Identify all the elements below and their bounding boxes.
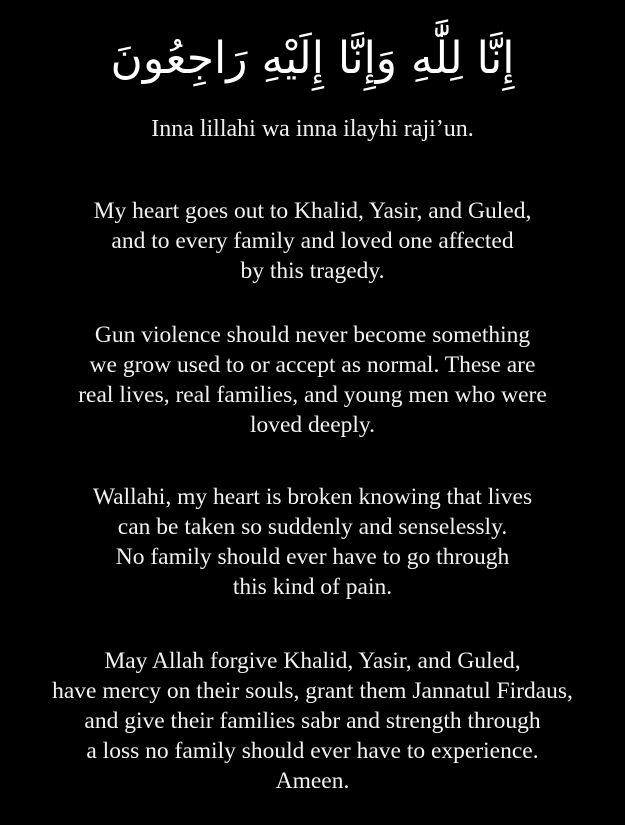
paragraph-line: real lives, real families, and young men who were [78,382,547,408]
paragraph-condolences [20,196,605,286]
paragraph-line: can be taken so suddenly and senselessly. [117,514,508,540]
paragraph-line: May Allah forgive Khalid, Yasir, and Guled, [104,648,521,674]
paragraph-line: No family should ever have to go through [115,544,510,570]
paragraph-line: a loss no family should ever have to experience. [86,738,539,764]
paragraph-line: and to every family and loved one affected [111,228,514,254]
paragraph-line: Wallahi, my heart is broken knowing that lives [92,484,533,510]
paragraph-line: Ameen. [275,768,350,794]
arabic-heading: إِنَّا لِلَّٰهِ وَإِنَّا إِلَيْهِ رَاجِعُونَ [110,33,515,84]
paragraph-line: we grow used to or accept as normal. These are [89,352,536,378]
paragraph-line: loved deeply. [249,412,376,438]
paragraph-gun-violence [20,320,605,440]
paragraph-line: have mercy on their souls, grant them Jannatul Firdaus, [52,678,573,704]
paragraph-line: Gun violence should never become something [94,322,531,348]
paragraph-line: My heart goes out to Khalid, Yasir, and Guled, [93,198,532,224]
paragraph-line: this kind of pain. [232,574,393,600]
transliteration-line: Inna lillahi wa inna ilayhi raji’un. [151,116,474,142]
paragraph-heartbreak [20,482,605,602]
paragraph-line: and give their families sabr and strength through [84,708,541,734]
paragraph-prayer [20,646,605,796]
paragraph-line: by this tragedy. [240,258,385,284]
